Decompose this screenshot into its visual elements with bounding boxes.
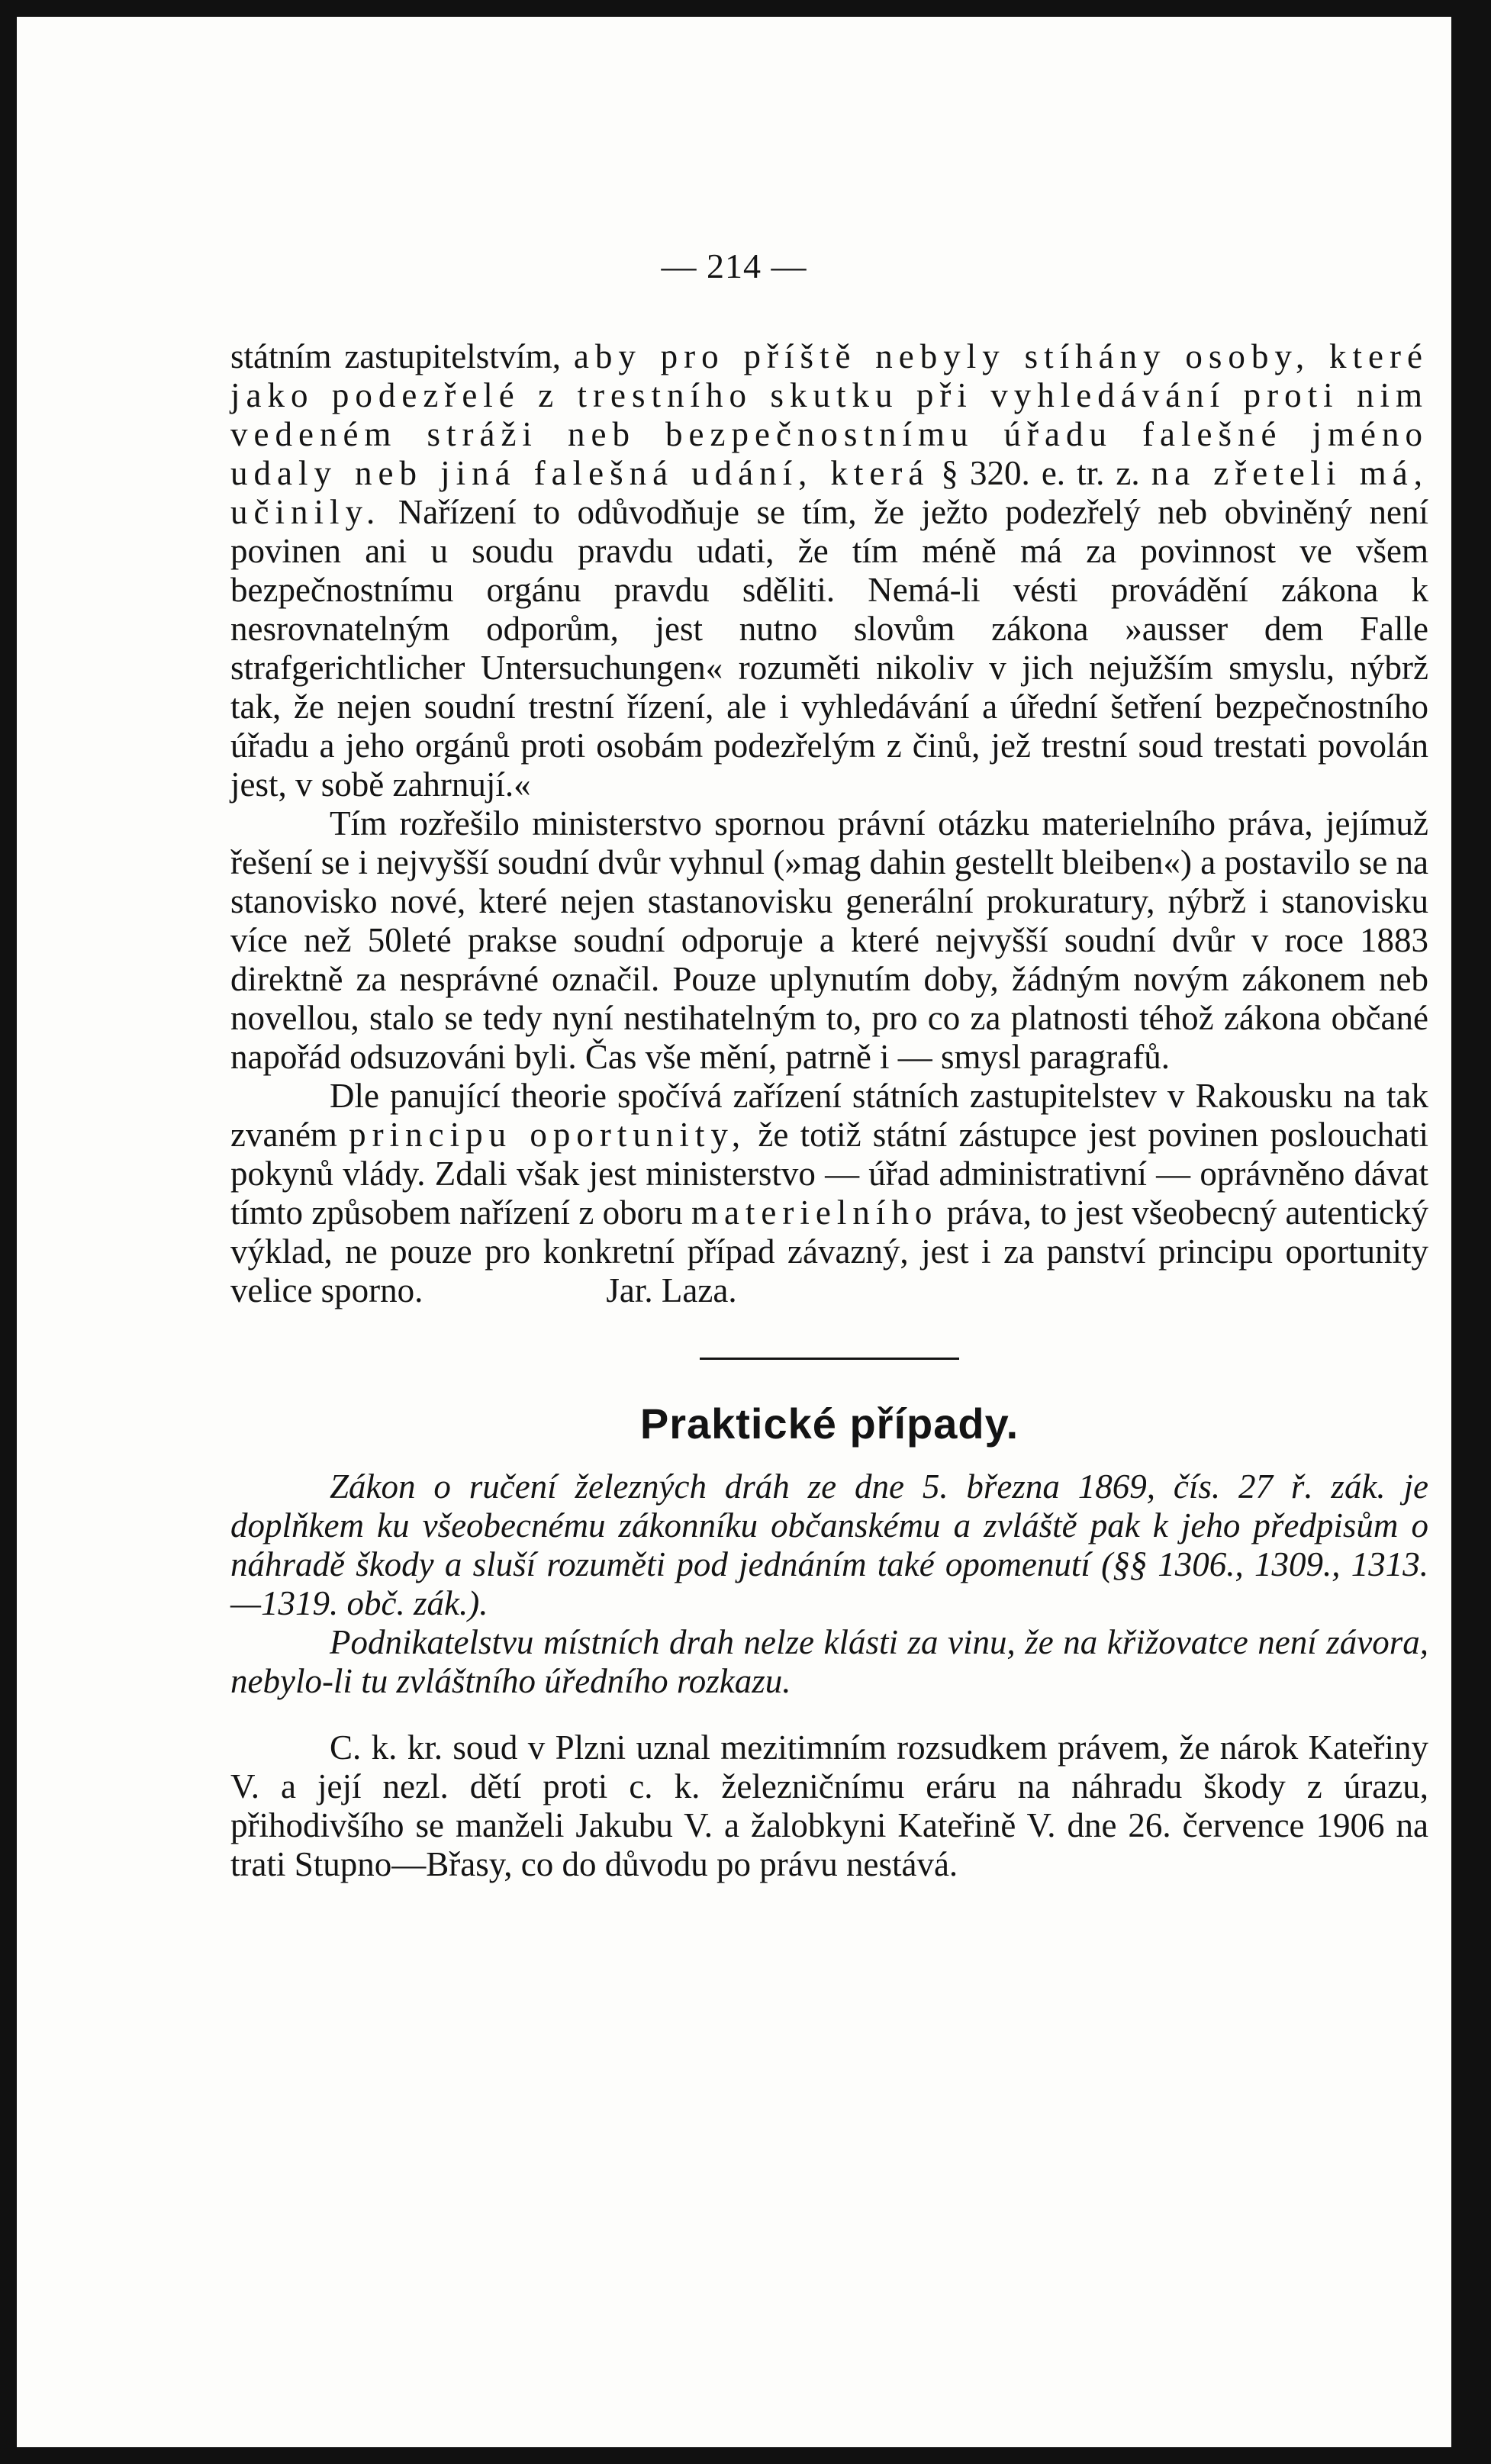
paragraph-3-spaced-b: materielního	[691, 1193, 939, 1232]
paragraph-3	[230, 1077, 1428, 1310]
paragraph-1	[230, 337, 1428, 804]
paragraph-3-text-b: že totiž státní zástupce jest povinen poslouchati pokynů vlády. Zdali však jest ministerstvo — úřad administrativní — oprávněno dávat tímto způsobem nařízení z oboru	[230, 1116, 1428, 1232]
paragraph-3-text-a: Dle panující theorie spočívá zařízení státních zastupitelstev v Rakousku na tak zvaném	[230, 1077, 1428, 1154]
paragraph-2: Tím rozřešilo ministerstvo spornou právní otázku materielního práva, jejímuž řešení se i nejvyšší soudní dvůr vyhnul (»mag dahin gestellt bleiben«) a postavilo se na stanovisko nové, které nejen stastanovisku generální prokuratury, nýbrž i stanovisku více než 50leté prakse soudní odporuje a které nejvyšší soudní dvůr v roce 1883 direktně za nesprávné označil. Pouze uplynutím doby, žádným novým zákonem neb novellou, stalo se tedy nyní nestihatelným to, pro co za platnosti téhož zákona občané napořád odsuzováni byli. Čas vše mění, patrně i — smysl paragrafů.	[230, 804, 1428, 1076]
page-content	[230, 337, 1428, 1884]
document-page	[17, 17, 1451, 2447]
paragraph-3-spaced-a: principu oportunity,	[349, 1116, 747, 1154]
section-title: Praktické případy.	[639, 1399, 1019, 1448]
spacer	[230, 1701, 1428, 1728]
author-signature: Jar. Laza.	[606, 1271, 737, 1309]
paragraph-1-text-b: § 320. e. tr. z.	[929, 454, 1151, 492]
section-divider	[700, 1358, 959, 1360]
case-heading: Zákon o ručení železných dráh ze dne 5. března 1869, čís. 27 ř. zák. je doplňkem ku všeobecnému zákonníku občanskému a zvláště pak k jeho předpisům o náhradě škody a sluší rozuměti pod jednáním také opomenutí (§§ 1306., 1309., 1313.—1319. obč. zák.).	[230, 1467, 1428, 1622]
paragraph-1-spaced-a: aby pro příště nebyly stíhány osoby, které jako podezřelé z trestního skutku při vyhledávání proti nim vedeném stráži neb bezpečnostnímu úřadu falešné jméno udaly neb jiná falešná udání, která	[230, 337, 1428, 492]
paragraph-1-spaced-b: na zřeteli má, učinily.	[230, 454, 1428, 531]
paragraph-3-text-c: práva, to jest všeobecný autentický výklad, ne pouze pro konkretní případ závazný, jest i za panství principu oportunity velice sporno.	[230, 1193, 1428, 1309]
page-number: — 214 —	[661, 246, 807, 285]
case-text: C. k. kr. soud v Plzni uznal mezitimním rozsudkem právem, že nárok Kateřiny V. a její nezl. dětí proti c. k. železničnímu eráru na náhradu škody z úrazu, přihodivšího se manželi Jakubu V. a žalobkyni Kateřině V. dne 26. července 1906 na trati Stupno—Břasy, co do důvodu po právu nestává.	[230, 1728, 1428, 1883]
case-summary: Podnikatelstvu místních drah nelze klásti za vinu, že na křižovatce není závora, nebylo-li tu zvláštního úředního rozkazu.	[230, 1623, 1428, 1700]
paragraph-1-text-a: státním zastupitelstvím,	[230, 337, 574, 375]
paragraph-1-text-c: Nařízení to odůvodňuje se tím, že ježto podezřelý neb obviněný není povinen ani u soudu pravdu udati, že tím méně má za povinnost ve všem bezpečnostnímu orgánu pravdu sděliti. Nemá-li vésti provádění zákona k nesrovnatelným odporům, jest nutno slovům zákona »ausser dem Falle strafgerichtlicher Untersuchungen« rozuměti nikoliv v jich nejužším smyslu, nýbrž tak, že nejen soudní trestní řízení, ale i vyhledávání a úřední šetření bezpečnostního úřadu a jeho orgánů proti osobám podezřelým z činů, jež trestní soud trestati povolán jest, v sobě zahrnují.«	[230, 493, 1428, 804]
